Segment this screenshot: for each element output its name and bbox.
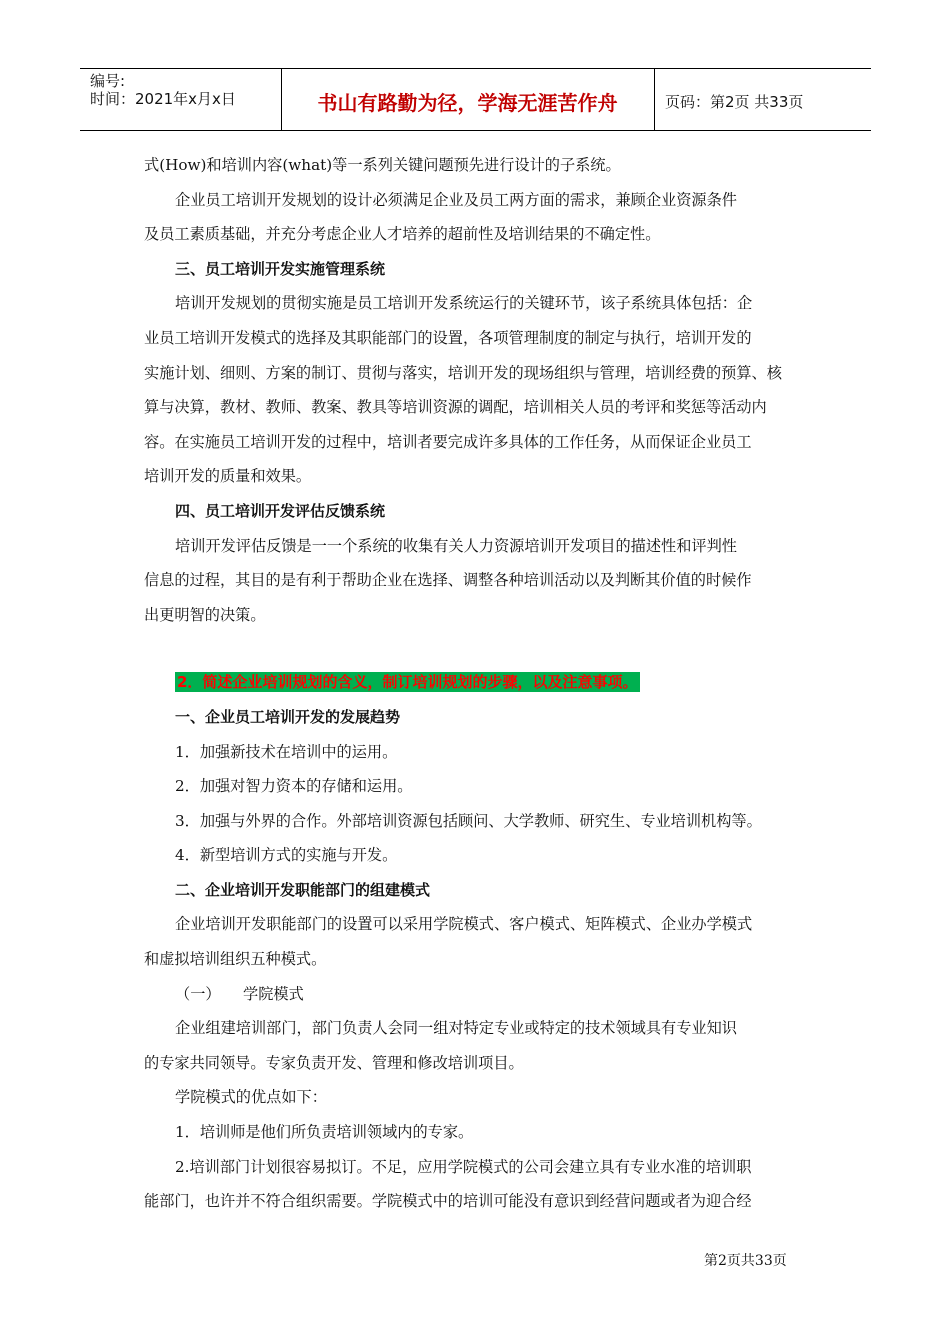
paragraph-line: 实施计划、细则、方案的制订、贯彻与落实，培训开发的现场组织与管理，培训经费的预算、核 [144,363,782,382]
paragraph-line: 学院模式的优点如下： [175,1088,327,1107]
paragraph-line: 2.培训部门计划很容易拟订。不足，应用学院模式的公司会建立具有专业水准的培训职 [175,1157,752,1176]
paragraph-line: 企业员工培训开发规划的设计必须满足企业及员工两方面的需求，兼顾企业资源条件 [175,190,737,209]
header-motto-cell [281,69,655,130]
subsection-heading [144,977,809,1012]
paragraph-line: 企业组建培训部门，部门负责人会同一组对特定专业或特定的技术领域具有专业知识 [175,1019,737,1038]
paragraph-line: 算与决算，教材、教师、教案、教具等培训资源的调配，培训相关人员的考评和奖惩等活动内 [144,398,767,417]
question-line [144,665,809,700]
paragraph-line: 的专家共同领导。专家负责开发、管理和修改培训项目。 [144,1053,524,1072]
header-page-info: 页码：第2页 共33页 [665,93,804,111]
list-item: 3．加强与外界的合作。外部培训资源包括顾问、大学教师、研究生、专业培训机构等。 [175,811,762,830]
paragraph-line: 式(How)和培训内容(what)等一系列关键问题预先进行设计的子系统。 [144,156,621,174]
paragraph-line: 培训开发规划的贯彻实施是员工培训开发系统运行的关键环节，该子系统具体包括：企 [175,294,753,313]
motto: 书山有路勤为径，学海无涯苦作舟 [317,91,618,115]
section-heading: 三、员工培训开发实施管理系统 [175,259,386,278]
page-footer: 第2页共33页 [704,1253,787,1269]
time-label: 时间：2021年x月x日 [90,90,236,108]
subsection-number: （一） [175,984,221,1003]
paragraph-line: 和虚拟培训组织五种模式。 [144,950,327,969]
paragraph-line: 能部门，也许并不符合组织需要。学院模式中的培训可能没有意识到经营问题或者为迎合经 [144,1192,752,1211]
paragraph-line: 企业培训开发职能部门的设置可以采用学院模式、客户模式、矩阵模式、企业办学模式 [175,915,753,934]
list-item: 1．加强新技术在培训中的运用。 [175,742,398,761]
paragraph-line: 及员工素质基础，并充分考虑企业人才培养的超前性及培训结果的不确定性。 [144,225,661,244]
highlighted-question: 2．简述企业培训规划的含义，制订培训规划的步骤，以及注意事项。 [175,672,640,692]
section-heading: 四、员工培训开发评估反馈系统 [175,501,386,520]
list-item: 4．新型培训方式的实施与开发。 [175,846,398,865]
header-page-cell [655,69,871,130]
section-heading: 二、企业培训开发职能部门的组建模式 [175,880,431,899]
list-item: 1．培训师是他们所负责培训领域内的专家。 [175,1123,474,1142]
section-heading: 一、企业员工培训开发的发展趋势 [175,707,401,726]
paragraph-line: 出更明智的决策。 [144,605,266,624]
subsection-title: 学院模式 [243,984,304,1003]
document-body [144,148,809,1219]
paragraph-line: 培训开发的质量和效果。 [144,467,312,486]
paragraph-line: 容。在实施员工培训开发的过程中，培训者要完成许多具体的工作任务，从而保证企业员工 [144,432,752,451]
list-item: 2．加强对智力资本的存储和运用。 [175,777,413,796]
number-label: 编号: [90,72,126,90]
paragraph-line: 培训开发评估反馈是一一个系统的收集有关人力资源培训开发项目的描述性和评判性 [175,536,737,555]
paragraph-line: 信息的过程，其目的是有利于帮助企业在选择、调整各种培训活动以及判断其价值的时候作 [144,571,752,590]
paragraph-line: 业员工培训开发模式的选择及其职能部门的设置，各项管理制度的制定与执行，培训开发的 [144,328,752,347]
page-header [80,68,871,131]
header-meta-cell [80,69,282,130]
